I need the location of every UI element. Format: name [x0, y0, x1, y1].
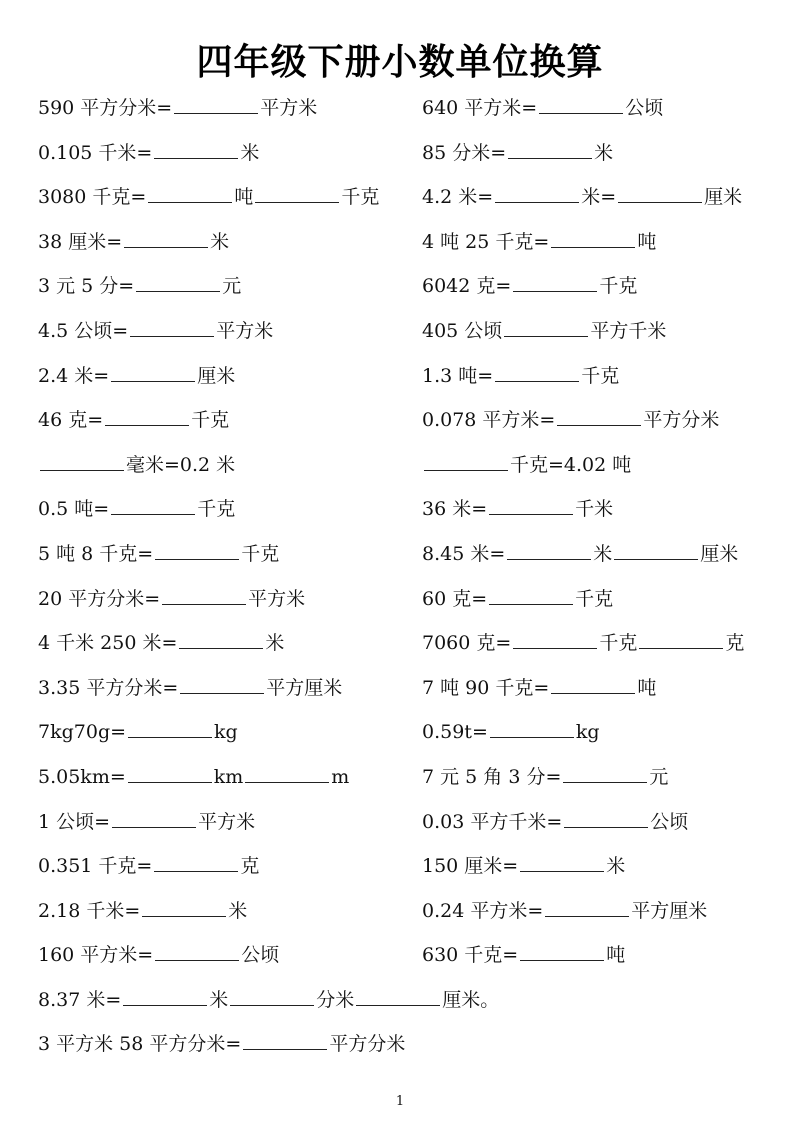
problem-text: 公顷 [625, 97, 664, 119]
problem-text: 4.5 公顷= [38, 319, 129, 342]
problem-text: 厘米。 [442, 988, 500, 1011]
problem-text: 毫米=0.2 米 [126, 453, 236, 476]
problem-right-20 [422, 933, 625, 978]
problem-text: 元 [222, 275, 242, 298]
problem-right-7 [422, 354, 619, 399]
problem-grid [38, 86, 778, 1067]
problem-right-14 [422, 666, 656, 711]
answer-blank[interactable] [136, 277, 220, 292]
answer-blank[interactable] [142, 902, 226, 917]
problem-text: 分米 [316, 988, 355, 1011]
problem-text: 630 千克= [422, 944, 519, 967]
problem-text: 85 分米= [422, 141, 507, 164]
problem-row [38, 889, 778, 934]
answer-blank[interactable] [128, 723, 212, 738]
problem-right-6 [422, 309, 666, 354]
problem-text: m [331, 765, 350, 788]
problem-text: 20 平方分米= [38, 587, 161, 610]
answer-blank[interactable] [112, 813, 196, 828]
answer-blank[interactable] [614, 545, 698, 560]
problem-right-11 [422, 532, 738, 577]
problem-row [38, 86, 778, 131]
problem-text: 3 元 5 分= [38, 275, 135, 298]
problem-right-15 [422, 710, 600, 755]
answer-blank[interactable] [230, 991, 314, 1006]
problem-text: 米 [606, 855, 626, 878]
answer-blank[interactable] [154, 857, 238, 872]
problem-text: 5.05km= [38, 765, 126, 788]
problem-row [38, 800, 778, 845]
problem-text: 6042 克= [422, 275, 512, 298]
problem-row [38, 978, 778, 1023]
problem-row [38, 666, 778, 711]
problem-right-5 [422, 264, 637, 309]
problem-text: 千克 [241, 542, 280, 565]
problem-left-1 [38, 86, 317, 131]
problem-text: 平方米 [248, 587, 306, 610]
problem-text: 590 平方分米= [38, 97, 173, 119]
answer-blank[interactable] [255, 188, 339, 203]
answer-blank[interactable] [174, 99, 258, 114]
answer-blank[interactable] [539, 99, 623, 114]
problem-text: 千克 [197, 498, 236, 521]
problem-text: 38 厘米= [38, 230, 123, 253]
problem-text: 米 [210, 230, 230, 253]
problem-text: 7060 克= [422, 632, 512, 655]
problem-text: 640 平方米= [422, 97, 538, 119]
answer-blank[interactable] [495, 188, 579, 203]
answer-blank[interactable] [490, 723, 574, 738]
problem-text: 千克 [581, 364, 620, 387]
problem-row [38, 577, 778, 622]
problem-text: 5 吨 8 千克= [38, 542, 154, 565]
problem-row [38, 933, 778, 978]
problem-left-4 [38, 220, 229, 265]
answer-blank[interactable] [551, 679, 635, 694]
problem-row [38, 487, 778, 532]
problem-text: 150 厘米= [422, 855, 519, 878]
problem-text: 4 千米 250 米= [38, 632, 178, 655]
problem-text: 公顷 [650, 810, 689, 833]
answer-blank[interactable] [520, 857, 604, 872]
problem-text: 千克 [599, 275, 638, 298]
problem-left-8 [38, 398, 229, 443]
problem-right-9 [422, 443, 631, 488]
problem-text: 平方分米 [643, 409, 720, 432]
problem-text: 平方米 [216, 319, 274, 342]
problem-row [38, 755, 778, 800]
problem-text: 公顷 [241, 944, 280, 967]
problem-left-16 [38, 755, 349, 800]
page-number: 1 [395, 1094, 405, 1109]
problem-right-12 [422, 577, 613, 622]
answer-blank[interactable] [155, 545, 239, 560]
answer-blank[interactable] [489, 500, 573, 515]
answer-blank[interactable] [111, 500, 195, 515]
problem-right-3 [422, 175, 742, 220]
problem-left-20 [38, 933, 279, 978]
problem-row [38, 264, 778, 309]
answer-blank[interactable] [123, 991, 207, 1006]
problem-left-7 [38, 354, 235, 399]
answer-blank[interactable] [489, 590, 573, 605]
problem-text: 平方米 [260, 97, 318, 119]
problem-left-9 [38, 443, 235, 488]
problem-text: 平方米 [198, 810, 256, 833]
problem-text: 平方厘米 [266, 676, 343, 699]
problem-text: kg [575, 721, 600, 744]
answer-blank[interactable] [180, 679, 264, 694]
answer-blank[interactable] [513, 634, 597, 649]
problem-text: 元 [649, 765, 669, 788]
problem-text: 46 克= [38, 409, 104, 432]
problem-right-2 [422, 131, 613, 176]
problem-right-13 [422, 621, 744, 666]
problem-row [38, 532, 778, 577]
problem-text: 米 [209, 988, 229, 1011]
problem-left-11 [38, 532, 279, 577]
problem-right-17 [422, 800, 688, 845]
problem-row [38, 1022, 778, 1067]
answer-blank[interactable] [40, 456, 124, 471]
problem-text: 克 [240, 855, 260, 878]
problem-row [38, 175, 778, 220]
answer-blank[interactable] [424, 456, 508, 471]
answer-blank[interactable] [513, 277, 597, 292]
problem-left-21 [38, 978, 499, 1023]
problem-text: km [213, 765, 244, 788]
answer-blank[interactable] [639, 634, 723, 649]
problem-text: 米 [228, 899, 248, 922]
problem-text: 405 公顷 [422, 319, 503, 342]
answer-blank[interactable] [545, 902, 629, 917]
problem-text: 60 克= [422, 587, 488, 610]
problem-text: 7 吨 90 千克= [422, 676, 550, 699]
answer-blank[interactable] [520, 946, 604, 961]
problem-right-4 [422, 220, 656, 265]
problem-right-10 [422, 487, 613, 532]
answer-blank[interactable] [618, 188, 702, 203]
answer-blank[interactable] [111, 367, 195, 382]
problem-left-2 [38, 131, 259, 176]
problem-row [38, 309, 778, 354]
problem-text: 米= [581, 186, 617, 209]
problem-text: 0.5 吨= [38, 498, 110, 521]
problem-text: 3.35 平方分米= [38, 676, 179, 699]
problem-row [38, 443, 778, 488]
problem-right-18 [422, 844, 625, 889]
problem-text: 米 [265, 632, 285, 655]
problem-right-16 [422, 755, 668, 800]
problem-text: 2.4 米= [38, 364, 110, 387]
problem-left-18 [38, 844, 259, 889]
problem-text: 吨 [606, 944, 626, 967]
answer-blank[interactable] [564, 813, 648, 828]
problem-text: 8.45 米= [422, 542, 506, 565]
problem-text: 厘米 [704, 186, 743, 209]
problem-text: 8.37 米= [38, 988, 122, 1011]
problem-right-19 [422, 889, 707, 934]
problem-left-3 [38, 175, 379, 220]
problem-row [38, 398, 778, 443]
answer-blank[interactable] [551, 233, 635, 248]
problem-text: 平方厘米 [631, 899, 708, 922]
problem-row [38, 710, 778, 755]
problem-text: 3080 千克= [38, 186, 147, 209]
problem-left-12 [38, 577, 305, 622]
worksheet-title: 四年级下册小数单位换算 [196, 42, 604, 83]
answer-blank[interactable] [495, 367, 579, 382]
answer-blank[interactable] [130, 322, 214, 337]
answer-blank[interactable] [356, 991, 440, 1006]
answer-blank[interactable] [508, 144, 592, 159]
problem-left-10 [38, 487, 235, 532]
problem-left-15 [38, 710, 238, 755]
answer-blank[interactable] [507, 545, 591, 560]
answer-blank[interactable] [504, 322, 588, 337]
problem-text: 1.3 吨= [422, 364, 494, 387]
problem-row [38, 131, 778, 176]
answer-blank[interactable] [148, 188, 232, 203]
problem-text: 克 [725, 632, 745, 655]
problem-text: 0.078 平方米= [422, 409, 556, 432]
problem-row [38, 844, 778, 889]
problem-text: 米 [240, 141, 260, 164]
problem-text: 千克 [599, 632, 638, 655]
problem-left-17 [38, 800, 255, 845]
problem-text: 吨 [637, 230, 657, 253]
problem-text: 0.105 千米= [38, 141, 153, 164]
problem-text: 7 元 5 角 3 分= [422, 765, 562, 788]
problem-left-14 [38, 666, 342, 711]
problem-text: 米 [593, 542, 613, 565]
problem-text: 3 平方米 58 平方分米= [38, 1033, 242, 1056]
problem-right-8 [422, 398, 719, 443]
answer-blank[interactable] [128, 768, 212, 783]
problem-text: 4 吨 25 千克= [422, 230, 550, 253]
problem-left-5 [38, 264, 241, 309]
problem-row [38, 354, 778, 399]
answer-blank[interactable] [105, 411, 189, 426]
problem-text: 0.351 千克= [38, 855, 153, 878]
answer-blank[interactable] [155, 946, 239, 961]
answer-blank[interactable] [243, 1035, 327, 1050]
answer-blank[interactable] [563, 768, 647, 783]
problem-text: 吨 [637, 676, 657, 699]
problem-text: 平方分米 [329, 1033, 406, 1056]
answer-blank[interactable] [124, 233, 208, 248]
problem-text: 千克 [341, 186, 380, 209]
problem-text: kg [214, 721, 238, 744]
answer-blank[interactable] [245, 768, 329, 783]
problem-text: 0.24 平方米= [422, 899, 544, 922]
problem-text: 1 公顷= [38, 810, 111, 833]
problem-text: 2.18 千米= [38, 899, 141, 922]
problem-row [38, 621, 778, 666]
answer-blank[interactable] [154, 144, 238, 159]
problem-text: 160 平方米= [38, 944, 154, 967]
problem-text: 0.03 平方千米= [422, 810, 563, 833]
problem-text: 0.59t= [422, 721, 488, 744]
problem-text: 吨 [234, 186, 254, 209]
problem-text: 千克 [191, 409, 230, 432]
problem-text: 7kg70g= [38, 721, 127, 744]
problem-text: 千克=4.02 吨 [510, 453, 632, 476]
problem-text: 4.2 米= [422, 186, 494, 209]
problem-left-22 [38, 1022, 405, 1067]
problem-text: 厘米 [700, 542, 739, 565]
problem-right-1 [422, 86, 663, 131]
answer-blank[interactable] [179, 634, 263, 649]
problem-left-6 [38, 309, 273, 354]
problem-text: 厘米 [197, 364, 236, 387]
problem-left-13 [38, 621, 284, 666]
answer-blank[interactable] [162, 590, 246, 605]
problem-text: 平方千米 [590, 319, 667, 342]
problem-text: 36 米= [422, 498, 488, 521]
problem-row [38, 220, 778, 265]
problem-text: 米 [594, 141, 614, 164]
problem-left-19 [38, 889, 247, 934]
answer-blank[interactable] [557, 411, 641, 426]
problem-text: 千克 [575, 587, 614, 610]
problem-text: 千米 [575, 498, 614, 521]
